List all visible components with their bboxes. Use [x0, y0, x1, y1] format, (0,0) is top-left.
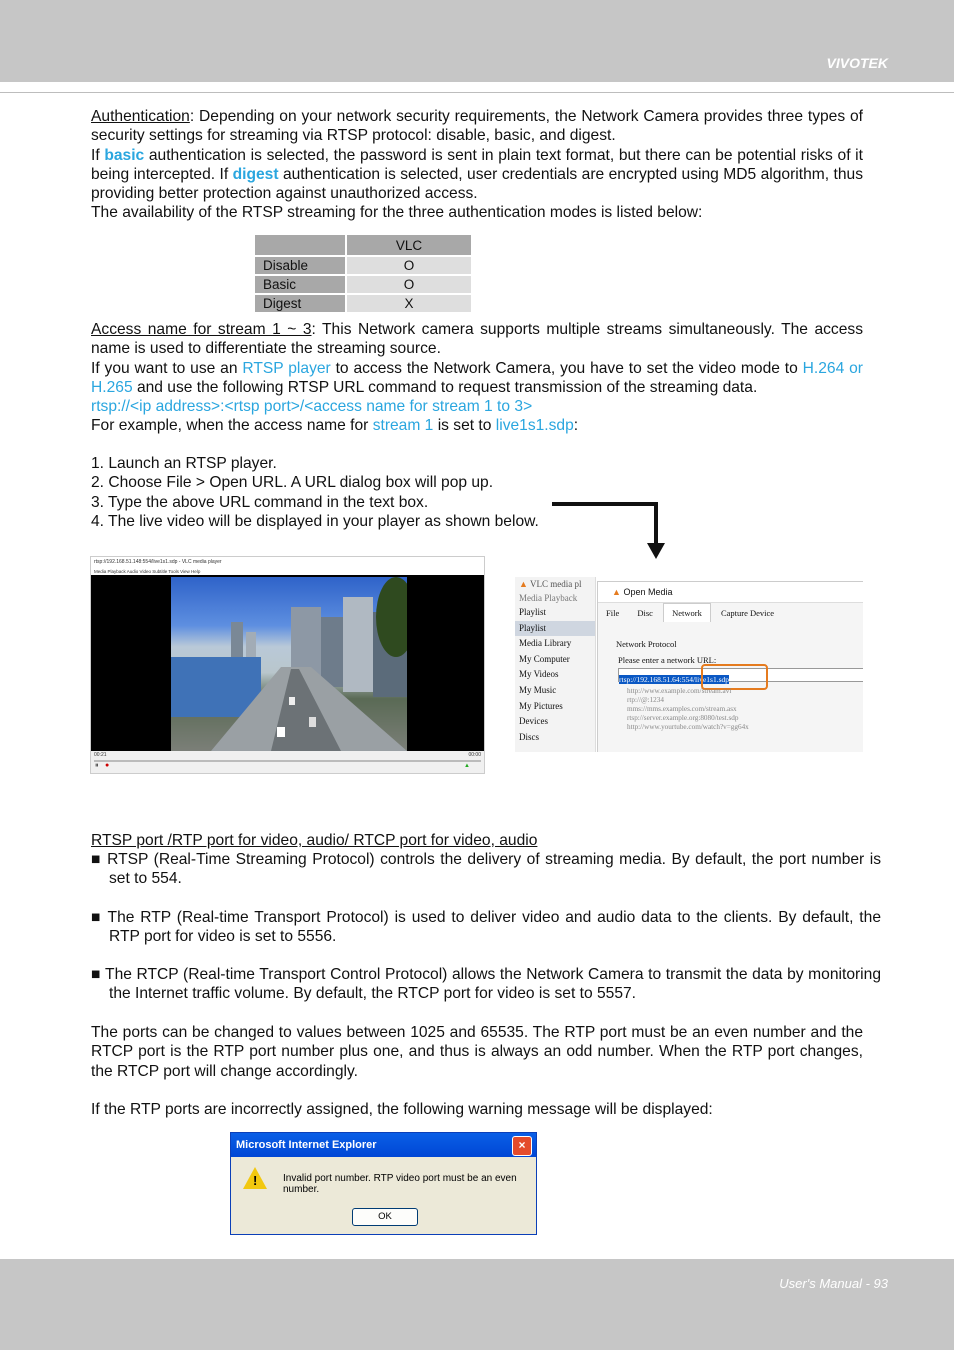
table-header-row — [255, 235, 471, 255]
header-divider — [0, 92, 954, 93]
rtsp-url-template: rtsp://<ip address>:<rtsp port>/<access name for stream 1 to 3> — [91, 398, 533, 416]
ports-range-paragraph: The ports can be changed to values between 1025 and 65535. The RTP port must be an even number and the RTCP port is the RTP port number plus one, and thus is always an odd number. When the RTP port changes, the RTCP port will change accordingly. — [91, 1024, 863, 1080]
tab-bar — [598, 603, 863, 621]
network-protocol-label: Network Protocol — [616, 639, 677, 649]
mode-cell: Digest — [255, 295, 345, 312]
close-icon[interactable]: × — [512, 1136, 532, 1156]
sidebar-item-media-library[interactable]: Media Library — [519, 638, 572, 649]
text: For example, when the access name for — [91, 417, 373, 435]
arrow-line — [552, 502, 658, 506]
error-message: Invalid port number. RTP video port must be an even number. — [283, 1173, 517, 1195]
url-example: http://www.example.com/stream.avi — [627, 687, 732, 695]
codec-keyword: H.264 or H.265 — [91, 359, 863, 396]
text: and use the following RTSP URL command to request transmission of the streaming data. — [132, 378, 758, 396]
sidebar-heading: My Computer — [519, 653, 570, 664]
text: is set to — [433, 417, 496, 435]
vlc-sidebar — [515, 577, 596, 752]
vlc-player-screenshot — [90, 556, 485, 774]
vlc-cell: O — [347, 276, 471, 293]
sidebar-item-playlist[interactable]: Playlist — [515, 621, 595, 637]
sidebar-item-my-music[interactable]: My Music — [519, 684, 557, 695]
dialog-title-text: Open Media — [623, 587, 673, 597]
tab-network[interactable]: Network — [663, 603, 711, 622]
sidebar-item-my-pictures[interactable]: My Pictures — [519, 700, 563, 711]
tab-capture-device[interactable]: Capture Device — [720, 608, 775, 618]
url-input-value: rtsp://192.168.51.64:554/live1s1.sdp — [619, 675, 730, 684]
table-row — [255, 276, 471, 293]
digest-keyword: digest — [232, 165, 279, 183]
basic-description: authentication is selected, the password is sent in plain text format, but there can be potential risks of it being intercepted. If — [91, 146, 863, 183]
mode-cell: Disable — [255, 257, 345, 274]
auth-mode-table — [253, 233, 473, 314]
table-row — [255, 257, 471, 274]
sidebar-heading: Devices — [519, 716, 548, 727]
camera-image — [171, 577, 407, 751]
error-dialog-screenshot — [230, 1132, 537, 1235]
sidebar-item-my-videos[interactable]: My Videos — [519, 669, 559, 680]
step-item: 1. Launch an RTSP player. — [91, 455, 277, 472]
sidebar-heading: Playlist — [519, 607, 547, 617]
ok-button[interactable]: OK — [352, 1208, 418, 1226]
seek-bar[interactable] — [94, 760, 481, 762]
volume-icon[interactable]: ▲ — [464, 763, 470, 769]
time-total: 00:00 — [468, 752, 481, 758]
text: : — [573, 417, 579, 435]
time-elapsed: 00:21 — [94, 752, 107, 758]
page-header — [0, 0, 954, 82]
url-examples — [627, 687, 749, 732]
warning-intro: If the RTP ports are incorrectly assigned, the following warning message will be displayed: — [91, 1101, 713, 1118]
basic-keyword: basic — [104, 146, 145, 164]
rtsp-player-link: RTSP player — [242, 359, 331, 377]
step-item: 2. Choose File > Open URL. A URL dialog box will pop up. — [91, 474, 494, 492]
mode-cell: Basic — [255, 276, 345, 293]
record-icon[interactable]: ● — [105, 762, 110, 769]
table-corner-cell — [255, 235, 345, 255]
access-name-paragraph — [91, 320, 863, 436]
text: If you want to use an — [91, 359, 243, 377]
bullet-rtcp: ■ The RTCP (Real-time Transport Control Protocol) allows the Network Camera to transmit the data by monitoring the Internet traffic volume. By default, the RTCP port for video is set to 5557. — [91, 966, 881, 1003]
menu-bar: Media Playback Audio Video Subtitle Tools View Help — [94, 569, 201, 574]
vlc-cone-icon: ▲ — [519, 579, 528, 589]
player-controls — [91, 751, 484, 773]
table-header-vlc: VLC — [347, 235, 471, 255]
window-title: rtsp://192.168.51.148:554/live1s1.sdp - VLC media player — [94, 559, 222, 565]
play-pause-icon[interactable]: ⏸ — [95, 762, 99, 769]
app-title-text: VLC media pl — [530, 579, 582, 589]
app-menu: Media Playback — [519, 593, 578, 603]
open-media-screenshot — [515, 577, 863, 752]
bullet-rtsp: ■ RTSP (Real-Time Streaming Protocol) controls the delivery of streaming media. By default, the port number is set to 554. — [91, 851, 881, 888]
arrow-down-icon — [647, 543, 665, 559]
access-name-description: : This Network camera supports multiple streams simultaneously. The access name is used to differentiate the streaming source. — [91, 321, 863, 358]
page-number: User's Manual - 93 — [779, 1276, 888, 1291]
page-footer — [0, 1259, 954, 1350]
dialog-title — [598, 582, 863, 603]
vlc-cone-icon: ▲ — [612, 587, 621, 597]
url-prompt: Please enter a network URL: — [618, 655, 717, 665]
tab-file[interactable]: File — [606, 608, 620, 618]
text-if: If — [91, 146, 105, 164]
ports-heading: RTSP port /RTP port for video, audio/ RTCP port for video, audio — [91, 832, 538, 849]
brand-logo: VIVOTEK — [826, 55, 888, 71]
url-example: rtsp://server.example.org:8080/test.sdp — [627, 714, 739, 722]
step-item: 4. The live video will be displayed in your player as shown below. — [91, 512, 539, 530]
availability-text: The availability of the RTSP streaming for the three authentication modes is listed below: — [91, 204, 703, 222]
sidebar-item-discs[interactable]: Discs — [519, 731, 539, 742]
warning-mark: ! — [253, 1173, 258, 1188]
live-sdp-keyword: live1s1.sdp — [495, 417, 574, 435]
steps-list — [91, 454, 863, 531]
url-example: mms://mms.examples.com/stream.asx — [627, 705, 737, 713]
arrow-line — [654, 502, 658, 544]
vlc-cell: O — [347, 257, 471, 274]
digest-description: authentication is selected, user credentials are encrypted using MD5 algorithm, thus providing better protection against unauthorized access. — [91, 165, 863, 203]
authentication-paragraph — [91, 107, 863, 223]
video-area — [91, 575, 484, 751]
authentication-term: Authentication — [91, 108, 190, 125]
url-example: http://www.yourtube.com/watch?v=gg64x — [627, 723, 749, 731]
vlc-cell: X — [347, 295, 471, 312]
text: to access the Network Camera, you have to set the video mode to — [330, 359, 803, 377]
access-name-term: Access name for stream 1 ~ 3 — [91, 321, 312, 338]
stream1-keyword: stream 1 — [372, 417, 434, 435]
tab-disc[interactable]: Disc — [637, 608, 653, 618]
bullet-rtp: ■ The RTP (Real-time Transport Protocol) is used to deliver video and audio data to the clients. By default, the RTP port for video is set to 5556. — [91, 909, 881, 946]
app-title — [515, 577, 595, 591]
error-dialog-title: Microsoft Internet Explorer — [231, 1133, 536, 1157]
url-example: rtp://@:1234 — [627, 696, 664, 704]
step-item: 3. Type the above URL command in the text box. — [91, 493, 429, 511]
table-row — [255, 295, 471, 312]
authentication-intro: : Depending on your network security requirements, the Network Camera provides three types of security settings for streaming via RTSP protocol: disable, basic, and digest. — [91, 108, 863, 145]
